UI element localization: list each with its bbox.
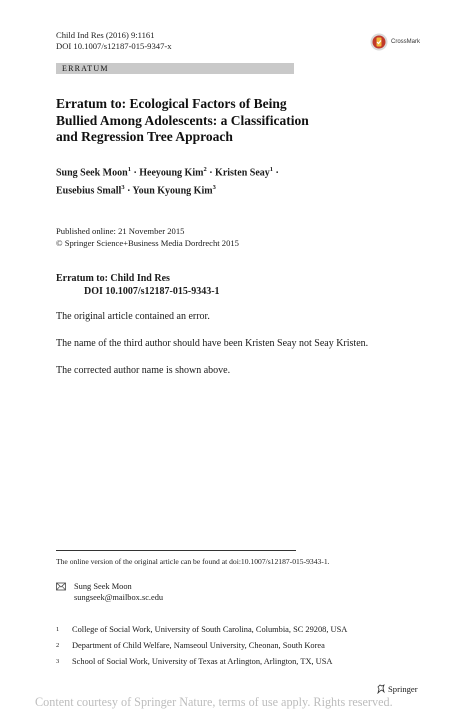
crossmark-label: CrossMark (391, 39, 421, 45)
title-line: Bullied Among Adolescents: a Classification (56, 112, 309, 128)
courtesy-notice: Content courtesy of Springer Nature, terms of use apply. Rights reserved. (35, 695, 393, 709)
author-line (56, 162, 376, 180)
contact-email[interactable]: sungseek@mailbox.sc.edu (74, 593, 164, 602)
author-affil-ref: 1 (269, 166, 274, 173)
footnote-divider (56, 550, 296, 551)
body-paragraph: The corrected author name is shown above. (56, 365, 231, 376)
affiliation-number: 1 (56, 626, 60, 633)
affiliation-item (56, 656, 332, 667)
contact-details (74, 581, 163, 603)
affiliation-text: School of Social Work, University of Texas at Arlington, Arlington, TX, USA (72, 657, 333, 666)
body-paragraph: The name of the third author should have been Kristen Seay not Seay Kristen. (56, 338, 369, 349)
author-affil-ref: 2 (203, 166, 207, 173)
author-name: Eusebius Small (56, 185, 122, 197)
body-paragraph: The original article contained an error. (56, 311, 210, 322)
copyright-symbol: © (56, 237, 63, 248)
affiliation-text: College of Social Work, University of South Carolina, Columbia, SC 29208, USA (72, 625, 348, 634)
envelope-icon (56, 581, 66, 592)
author-separator: · (127, 185, 131, 197)
author-affil-ref: 1 (127, 166, 131, 173)
affiliation-number: 3 (56, 658, 60, 665)
article-title (56, 96, 346, 146)
article-doi: DOI 10.1007/s12187-015-9347-x (56, 41, 172, 51)
corresponding-author (56, 581, 163, 603)
author-separator: · (275, 167, 279, 179)
title-line: Erratum to: Ecological Factors of Being (56, 96, 287, 111)
affiliation-item (56, 624, 347, 635)
author-line (56, 180, 376, 198)
publisher-name: Springer (388, 684, 418, 694)
journal-citation: Child Ind Res (2016) 9:1161 (56, 30, 155, 40)
crossmark-badge[interactable] (370, 33, 420, 51)
published-date: Published online: 21 November 2015 (56, 226, 185, 236)
title-line: and Regression Tree Approach (56, 129, 233, 144)
contact-name: Sung Seek Moon (74, 582, 132, 591)
author-name: Kristen Seay (215, 167, 270, 179)
springer-logo (376, 684, 418, 694)
crossmark-icon (370, 33, 388, 51)
erratum-original-doi: DOI 10.1007/s12187-015-9343-1 (84, 286, 220, 297)
springer-horse-icon (376, 684, 386, 694)
author-affil-ref: 3 (121, 184, 125, 192)
author-separator: · (133, 167, 137, 179)
section-band: ERRATUM (56, 63, 294, 74)
affiliation-item (56, 640, 325, 651)
author-name: Sung Seek Moon (56, 167, 128, 179)
affiliation-number: 2 (56, 642, 60, 649)
affiliation-text: Department of Child Welfare, Namseoul University, Cheonan, South Korea (72, 641, 325, 650)
author-name: Youn Kyoung Kim (132, 185, 213, 197)
erratum-heading (56, 272, 220, 298)
copyright-text: Springer Science+Business Media Dordrecht 2015 (64, 237, 239, 248)
footnote-original-article: The online version of the original article can be found at doi:10.1007/s12187-015-9343-1. (56, 557, 330, 566)
copyright-line (56, 238, 239, 250)
author-affil-ref: 3 (212, 184, 216, 192)
author-name: Heeyoung Kim (139, 167, 204, 179)
erratum-heading-line: Erratum to: Child Ind Res (56, 273, 170, 284)
author-list (56, 162, 376, 199)
author-separator: · (209, 167, 213, 179)
journal-header (56, 30, 172, 52)
publication-info (56, 226, 239, 249)
